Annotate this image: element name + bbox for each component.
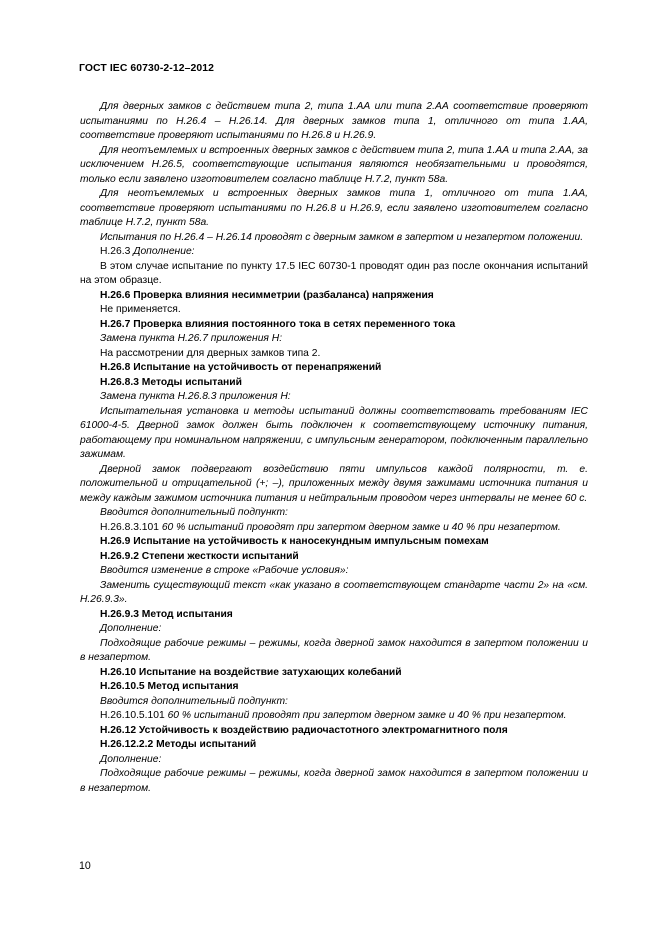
paragraph: Для неотъемлемых и встроенных дверных замков с действием типа 2, типа 1.АА и типа 2.АА, за исключением H.26.5, соответствующие испытания являются необязательными и проводятся, только если заявлено изготовителем согласно таблице H.7.2, пункт 58а. xyxy=(80,144,588,185)
paragraph: Испытания по H.26.4 – H.26.14 проводят с дверным замком в запертом и незапертом положении. xyxy=(100,231,584,243)
paragraph: Дверной замок подвергают воздействию пяти импульсов каждой полярности, т. е. положительной и отрицательной (+; –), приложенных между двумя зажимами источника питания и между каждым зажимом источника питания и нейтральным проводом через интервалы не менее 60 с. xyxy=(80,463,588,504)
section-heading: H.26.12 Устойчивость к воздействию радиочастотного электромагнитного поля xyxy=(100,724,508,736)
paragraph: Замена пункта H.26.7 приложения H: xyxy=(100,333,283,344)
section-heading: H.26.6 Проверка влияния несимметрии (разбаланса) напряжения xyxy=(100,289,434,301)
section-heading: H.26.9 Испытание на устойчивость к наносекундным импульсным помехам xyxy=(100,536,489,547)
section-heading: H.26.9.3 Метод испытания xyxy=(100,608,233,620)
paragraph: Вводится изменение в строке «Рабочие условия»: xyxy=(100,565,349,576)
paragraph: Для дверных замков с действием типа 2, типа 1.АА или типа 2.АА соответствие проверяют испытаниями по H.26.4 – H.26.14. Для дверных замков типа 1, отличного от типа 1.АА, соответствие проверяют испытаниями по H.26.8 и H.26.9. xyxy=(80,101,588,141)
paragraph: Не применяется. xyxy=(100,304,181,315)
section-heading: H.26.8 Испытание на устойчивость от перенапряжений xyxy=(100,362,382,373)
document-body xyxy=(80,100,588,796)
section-heading: H.26.10.5 Метод испытания xyxy=(100,681,239,692)
section-heading: H.26.9.2 Степени жесткости испытаний xyxy=(100,550,299,562)
paragraph: Вводится дополнительный подпункт: xyxy=(100,507,288,518)
paragraph-mixed: H.26.10.5.101 60 % испытаний проводят при запертом дверном замке и 40 % при незапертом. xyxy=(100,710,567,721)
section-heading: H.26.12.2.2 Методы испытаний xyxy=(100,739,257,750)
paragraph: Дополнение: xyxy=(100,623,162,634)
paragraph: В этом случае испытание по пункту 17.5 IEC 60730-1 проводят один раз после окончания испытаний на этом образце. xyxy=(80,260,588,286)
paragraph: На рассмотрении для дверных замков типа 2. xyxy=(100,347,321,359)
document-header: ГОСТ IEC 60730-2-12–2012 xyxy=(79,63,214,74)
paragraph: Для неотъемлемых и встроенных дверных замков типа 1, отличного от типа 1.АА, соответствие проверяют испытаниями по H.26.8 и H.26.9, если заявлено изготовителем согласно таблице H.7.2, пункт 58а. xyxy=(80,188,588,228)
section-heading: H.26.8.3 Методы испытаний xyxy=(100,376,242,388)
section-heading: H.26.10 Испытание на воздействие затухающих колебаний xyxy=(100,666,402,678)
paragraph: Подходящие рабочие режимы – режимы, когда дверной замок находится в запертом положении и в незапертом. xyxy=(80,637,588,663)
paragraph-mixed: H.26.3 Дополнение: xyxy=(100,246,195,257)
paragraph: Дополнение: xyxy=(100,753,162,765)
paragraph: Замена пункта H.26.8.3 приложения H: xyxy=(100,391,291,402)
paragraph-mixed: H.26.8.3.101 60 % испытаний проводят при запертом дверном замке и 40 % при незапертом. xyxy=(100,521,561,533)
paragraph: Подходящие рабочие режимы – режимы, когда дверной замок находится в запертом положении и в незапертом. xyxy=(80,768,588,794)
paragraph: Заменить существующий текст «как указано в соответствующем стандарте части 2» на «см. H.26.9.3». xyxy=(80,579,588,605)
paragraph: Испытательная установка и методы испытаний должны соответствовать требованиям IEC 61000-4-5. Дверной замок должен быть подключен к соответствующему источнику питания, работающему при номинальном напряжении, с импульсным генератором, подключенным параллельно зажимам. xyxy=(80,405,588,460)
paragraph: Вводится дополнительный подпункт: xyxy=(100,695,288,707)
page-number: 10 xyxy=(79,860,91,872)
section-heading: H.26.7 Проверка влияния постоянного тока в сетях переменного тока xyxy=(100,318,456,330)
